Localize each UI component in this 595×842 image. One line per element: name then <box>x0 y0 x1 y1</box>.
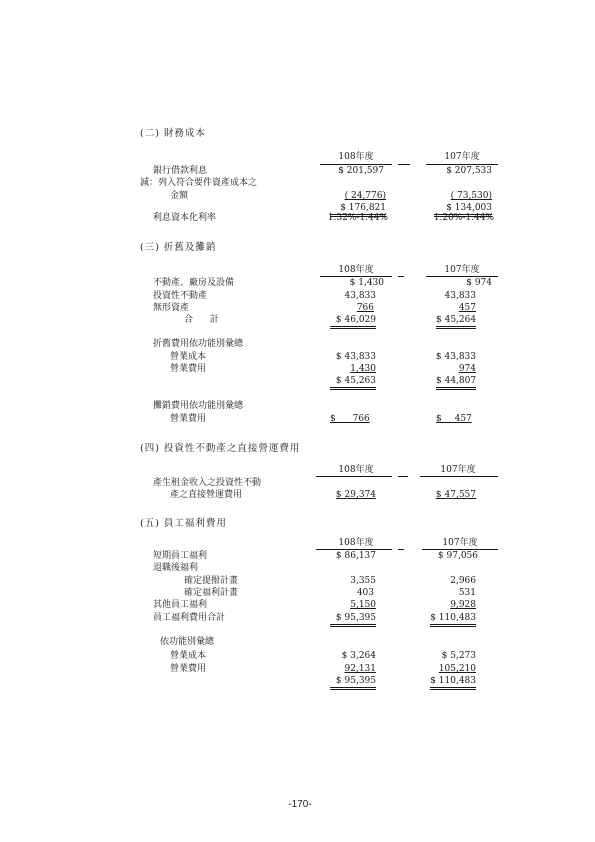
value-107: 105,210 <box>438 664 476 674</box>
column-rule <box>426 276 498 277</box>
group-title: 折舊費用依功能別彙總 <box>153 339 244 349</box>
row-label: 減：列入符合要件資產成本之 <box>140 178 258 188</box>
page-number: -170- <box>288 799 312 810</box>
value-108: 766 <box>356 303 374 313</box>
value-108: $ 3,264 <box>341 651 376 661</box>
total-108: $ 95,395 <box>330 676 376 690</box>
row-label: 營業費用 <box>170 414 207 424</box>
value-107: $ 974 <box>466 278 492 288</box>
value-107: $ 47,557 <box>435 490 476 500</box>
total-107: $ 45,264 <box>436 315 476 329</box>
value-108: 92,131 <box>344 664 376 674</box>
value-108: 3,355 <box>350 576 376 586</box>
column-rule <box>398 549 404 550</box>
row-label: 短期員工福利 <box>153 551 208 561</box>
column-rule <box>426 164 498 165</box>
column-header-107: 107年度 <box>440 465 476 475</box>
group-title: 攤銷費用依功能別彙總 <box>153 401 244 411</box>
value-108: ( 24,776) <box>344 191 386 201</box>
column-rule <box>422 549 498 550</box>
value-108: $ 766 <box>330 414 370 424</box>
column-header-107: 107年度 <box>444 265 480 275</box>
total-108: $ 176,821 <box>330 203 386 217</box>
row-label: 利息資本化利率 <box>153 213 217 223</box>
column-rule <box>316 476 392 477</box>
row-label: 無形資產 <box>153 303 190 313</box>
column-rule <box>398 276 404 277</box>
value-108: 1.32%-1.44% <box>327 213 388 223</box>
row-label: 產生租金收入之投資性不動 <box>153 478 262 488</box>
value-107: 457 <box>458 303 476 313</box>
group-title: 依功能別彙總 <box>160 637 215 647</box>
column-rule <box>316 549 392 550</box>
value-108: $ 201,597 <box>338 166 384 176</box>
value-108: 403 <box>356 588 374 598</box>
row-label: 金額 <box>170 191 189 201</box>
value-107: 9,928 <box>450 600 476 610</box>
column-rule <box>320 164 392 165</box>
column-rule <box>320 276 392 277</box>
section-heading-depreciation: (三) 折舊及攤銷 <box>140 242 217 253</box>
column-header-108: 108年度 <box>338 465 374 475</box>
value-107: $ 43,833 <box>435 352 476 362</box>
column-header-108: 108年度 <box>338 152 374 162</box>
row-label: 產之直接營運費用 <box>170 490 243 500</box>
total-107: $ 110,483 <box>430 676 476 690</box>
value-108: $ 43,833 <box>335 352 376 362</box>
value-108: 1,430 <box>350 364 376 374</box>
total-108: $ 46,029 <box>330 315 376 329</box>
value-107: 974 <box>458 364 476 374</box>
total-107: $ 44,807 <box>436 376 476 390</box>
row-label: 營業成本 <box>170 352 207 362</box>
column-header-108: 108年度 <box>338 265 374 275</box>
column-rule <box>398 476 408 477</box>
row-label: 不動產、廠房及設備 <box>153 278 235 288</box>
value-107: $ 207,533 <box>446 166 492 176</box>
column-header-107: 107年度 <box>442 538 478 548</box>
total-107: $ 110,483 <box>430 613 476 627</box>
row-label: 營業費用 <box>170 664 207 674</box>
value-107: 1.20%-1.44% <box>433 213 494 223</box>
column-rule <box>398 164 410 165</box>
column-header-107: 107年度 <box>444 152 480 162</box>
value-107: 2,966 <box>450 576 476 586</box>
value-107: 43,833 <box>444 291 476 301</box>
row-label-total: 合 計 <box>184 315 219 325</box>
row-label: 營業成本 <box>170 651 207 661</box>
value-108: 43,833 <box>344 291 376 301</box>
value-107: $ 97,056 <box>437 551 478 561</box>
value-108: $ 1,430 <box>349 278 384 288</box>
row-label: 營業費用 <box>170 364 207 374</box>
value-107: 531 <box>458 588 476 598</box>
row-label: 退職後福利 <box>153 563 199 573</box>
value-108: $ 29,374 <box>335 490 376 500</box>
section-heading-investment-property: (四) 投資性不動產之直接營運費用 <box>140 443 301 454</box>
value-107: ( 73,530) <box>450 191 492 201</box>
value-107: $ 457 <box>436 414 472 424</box>
column-rule <box>420 476 498 477</box>
row-label: 其他員工福利 <box>153 600 208 610</box>
column-header-108: 108年度 <box>338 538 374 548</box>
total-108: $ 45,263 <box>330 376 376 390</box>
row-label: 銀行借款利息 <box>153 166 208 176</box>
value-108: 5,150 <box>350 600 376 610</box>
total-108: $ 95,395 <box>330 613 376 627</box>
total-107: $ 134,003 <box>434 203 492 217</box>
value-108: $ 86,137 <box>335 551 376 561</box>
row-label: 員工福利費用合計 <box>153 613 226 623</box>
section-heading-finance-cost: (二) 財務成本 <box>140 128 206 139</box>
section-heading-employee-benefits: (五) 員工福利費用 <box>140 518 227 529</box>
value-107: $ 5,273 <box>441 651 476 661</box>
row-label: 確定提撥計畫 <box>184 576 239 586</box>
row-label: 確定福利計畫 <box>184 588 239 598</box>
row-label: 投資性不動產 <box>153 291 208 301</box>
